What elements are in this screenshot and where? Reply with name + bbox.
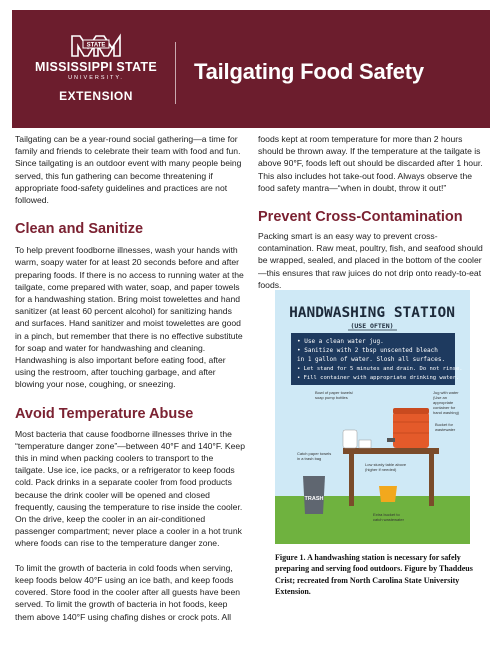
poster-title: HANDWASHING STATION [289, 305, 455, 321]
logo-university-name: MISSISSIPPI STATE [34, 60, 158, 74]
poster-bullet-1: • Use a clean water jug. [297, 338, 384, 345]
page-title: Tailgating Food Safety [194, 59, 424, 84]
discard-paragraph: foods kept at room temperature for more than 2 hours should be thrown away. If the temperature at the tailgate is above 90°F, foods left out should be discarded after 1 hour. This also includes hot take-out food. Always observe the food safety mantra—“when in doubt, throw it out!” [258, 134, 483, 193]
cross-contamination-heading: Prevent Cross-Contamination [258, 209, 463, 226]
figure-caption: Figure 1. A handwashing station is necessary for safely preparing and serving food outdoors. Figure by Thaddeus Crist; recreated from North Carolina State University Extension. [275, 553, 473, 596]
poster-subtitle: (USE OFTEN) [350, 322, 394, 330]
label-table: Low sturdy table above (higher if needed) [365, 462, 407, 472]
label-trash-bag: Catch paper towels in a trash bag [297, 451, 332, 461]
logo-university-label: UNIVERSITY. [68, 75, 124, 81]
poster-bullet-4: • Let stand for 5 minutes and drain. Do not rinse. [297, 366, 463, 372]
header-divider [175, 42, 176, 104]
handwashing-illustration [275, 290, 470, 544]
label-wastewater-bucket: Bucket for wastewater [435, 422, 456, 432]
label-extra-bucket: Extra bucket to catch wastewater [373, 512, 404, 522]
handwashing-station-figure [275, 290, 470, 544]
clean-paragraph: To help prevent foodborne illnesses, wash your hands with warm, soapy water for at least 20 seconds before and after preparing foods. If there is no access to running water at the tailgate, come prepared with water, soap, and paper towels for a handwashing station. Bring moist towelettes and hand sanitizer (at least 60 percent alcohol) for sanitizing hands and surfaces. Hand sanitizer and moist towelettes are good in a pinch, but remember that there is no effective substitute for soap and water for handwashing and cleaning. Handwashing is also important before eating food, after using the restroom, after touching garbage, and after blowing your nose, coughing, or sneezing. [15, 245, 244, 390]
left-column [15, 133, 245, 623]
emblem-text: STATE [86, 42, 106, 49]
msu-extension-logo [26, 32, 166, 103]
temperature-heading: Avoid Temperature Abuse [15, 405, 194, 422]
msu-emblem-icon [68, 32, 124, 58]
temperature-paragraph-1: Most bacteria that cause foodborne illnesses thrive in the “temperature danger zone”—between 40°F and 140°F. Keep this in mind when packing coolers to transport to the tailgate. Use ice, ice packs, or a refrigerator to keep foods cold. Pack drinks in a separate cooler from food products because the drink cooler will be opened and closed frequently, causing the temperature to rise inside the cooler. On the drive, keep the cooler in an air-conditioned passenger compartment; never place a cooler in a hot trunk where foods can rise to the temperature danger zone. [15, 428, 245, 549]
temperature-paragraph-2: To limit the growth of bacteria in cold foods when serving, keep foods below 40°F using an ice bath, and keep foods covered. Store food in the cooler after all guests have been served. To limit the growth of bacteria in hot foods, keep them above 140°F using chafing dishes or crock pots. All [15, 562, 241, 622]
poster-bullet-2: • Sanitize with 2 tbsp unscented bleach [297, 347, 438, 354]
poster-bullet-5: • Fill container with appropriate drinking water. [297, 375, 460, 381]
poster-bullet-3: in 1 gallon of water. Slosh all surfaces. [297, 356, 446, 363]
cross-contamination-paragraph: Packing smart is an easy way to prevent cross-contamination. Raw meat, poultry, fish, and seafood should be wrapped, sealed, and placed in the bottom of the cooler—this ensures that raw juices do not drip onto ready-to-eat foods. [258, 231, 483, 290]
header-banner [12, 10, 490, 128]
clean-heading: Clean and Sanitize [15, 221, 144, 238]
label-water-jug: Jug with water (Use an appropriate container for hand washing) [433, 390, 460, 415]
label-soap: Bowl of paper towels/ soap pump bottles [315, 390, 354, 400]
trash-can-label: TRASH [304, 496, 324, 502]
right-column [258, 133, 490, 291]
logo-extension-label: EXTENSION [59, 89, 133, 103]
intro-paragraph: Tailgating can be a year-round social gathering—a time for family and friends to celebrate their team with food and fun. Since tailgating is an outdoor event with many people being served, this fun gathering can become threatening if appropriate food-safety guidelines and practices are not followed. [15, 134, 242, 206]
